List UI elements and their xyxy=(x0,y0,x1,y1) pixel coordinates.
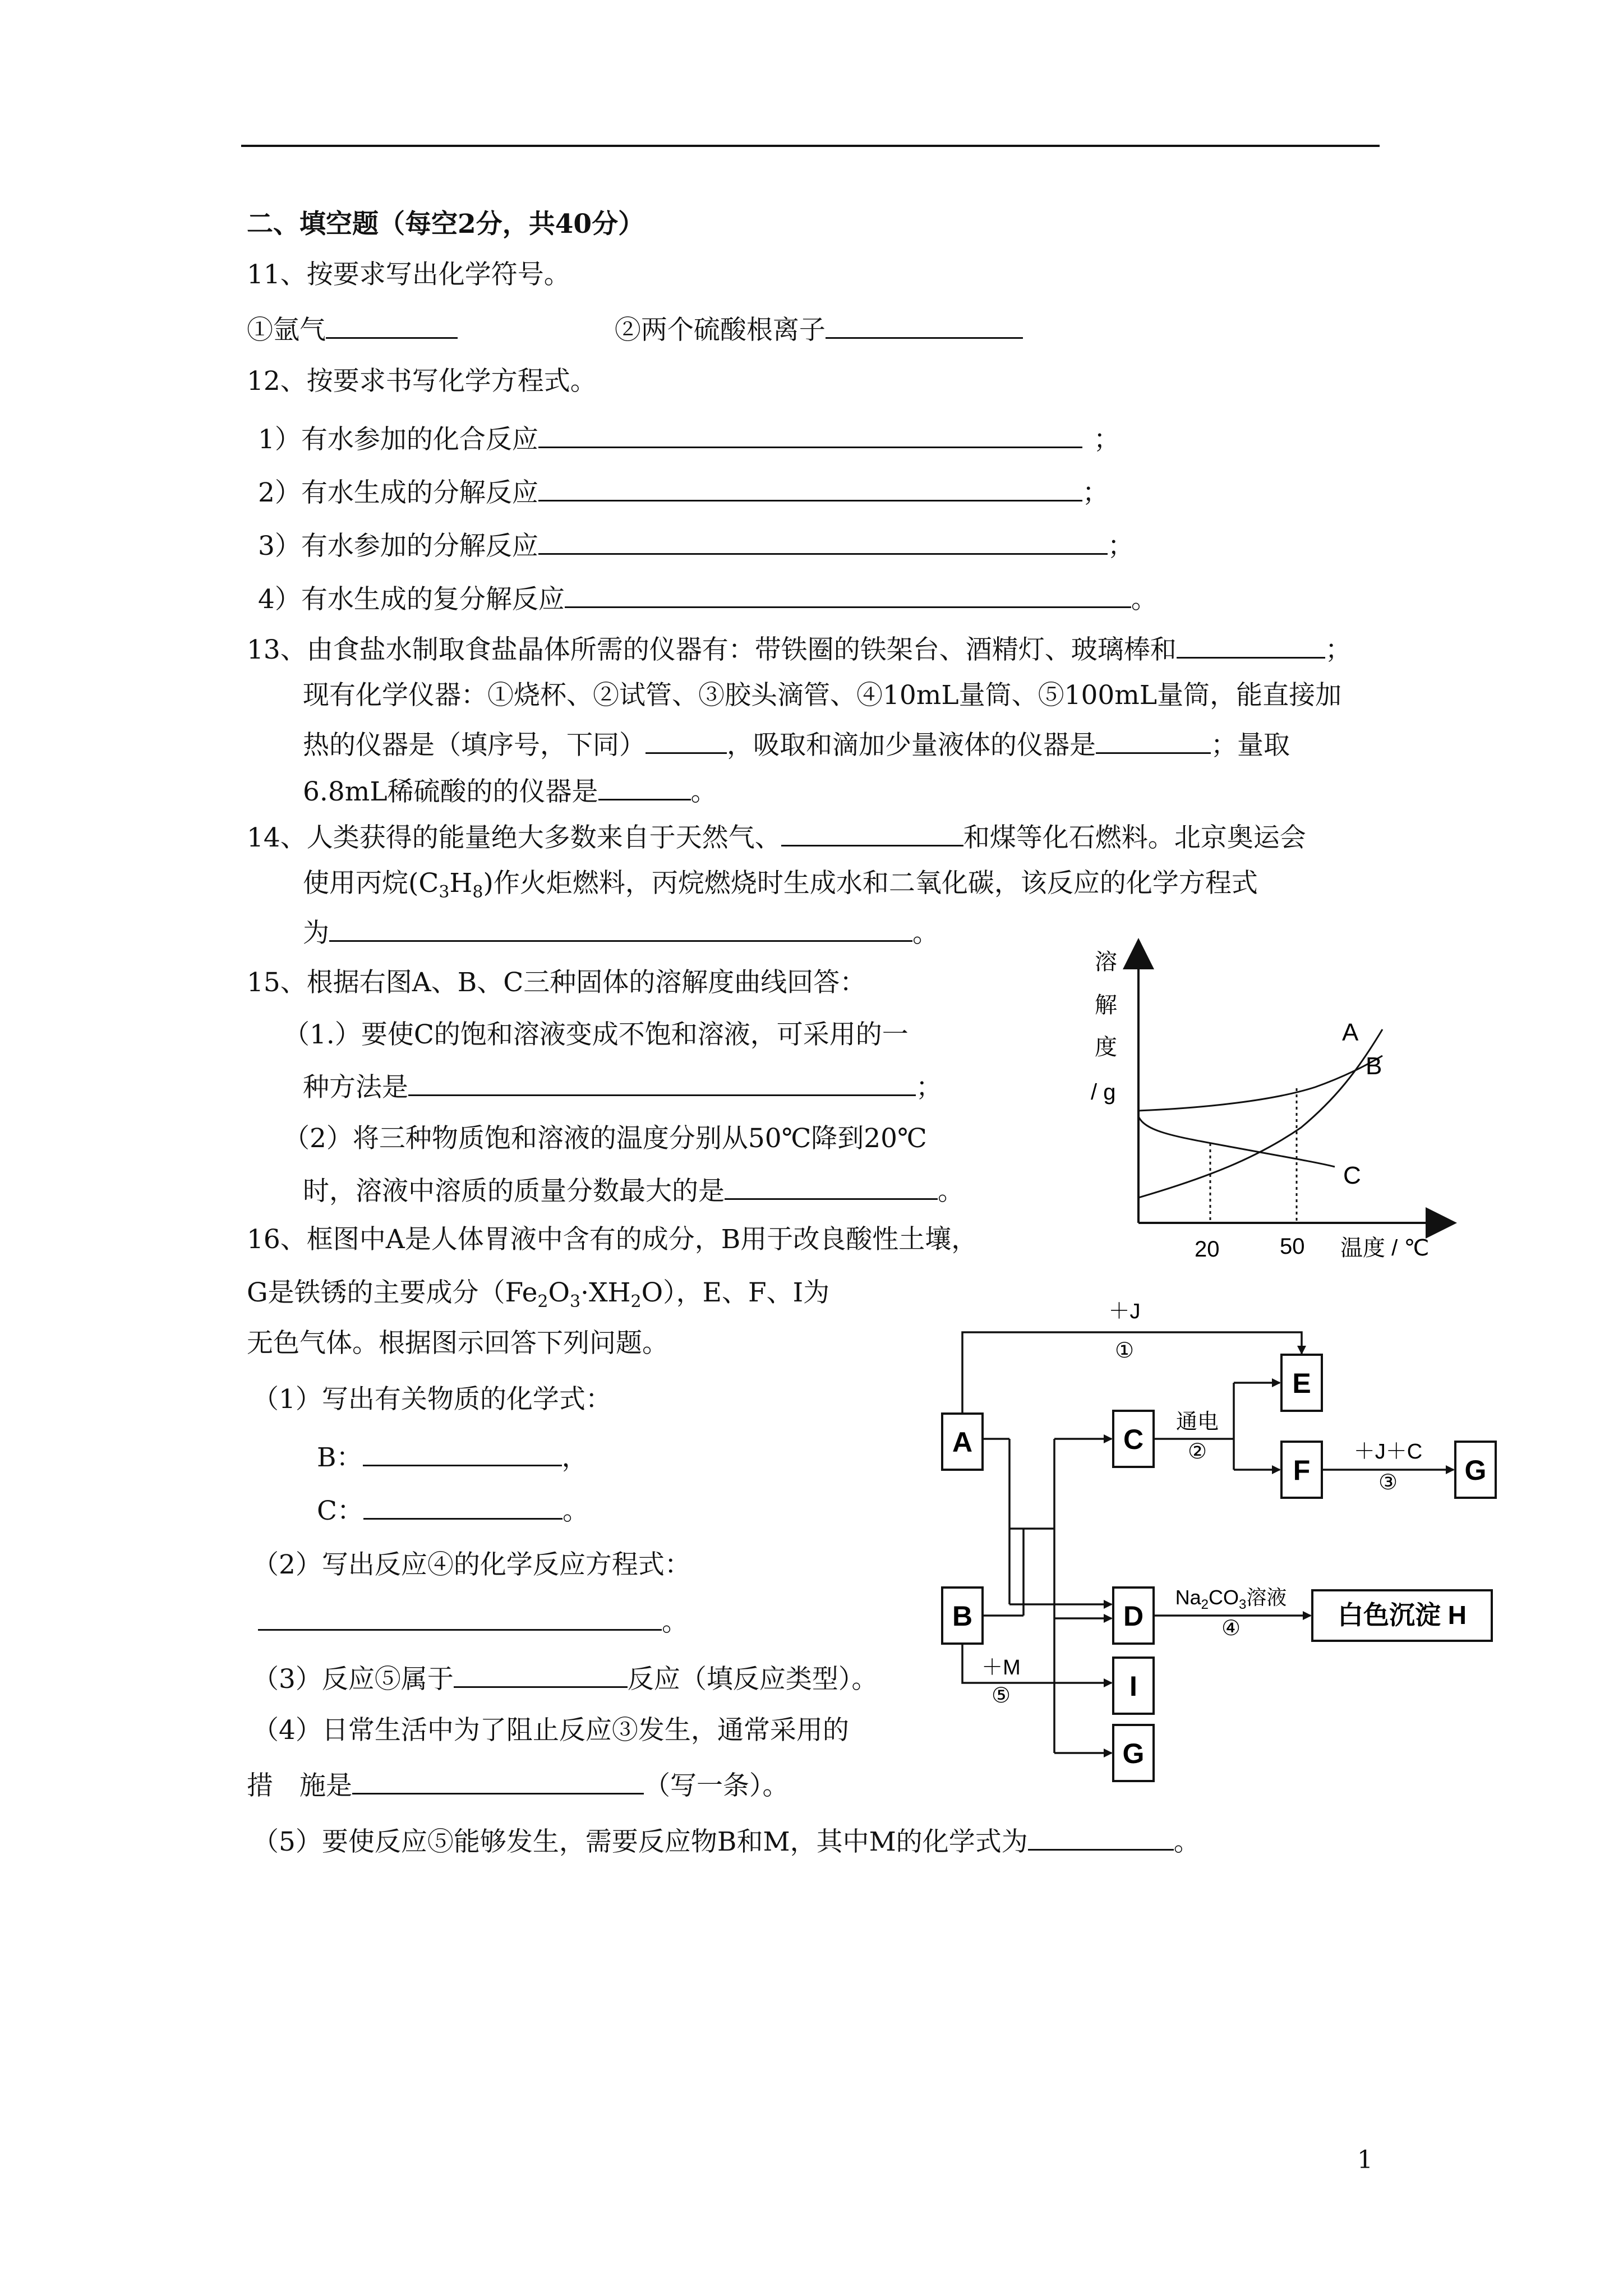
q13-line4: 6.8mL稀硫酸的的仪器是 。 xyxy=(303,773,717,809)
q12-item-3: 3）有水参加的分解反应 ； xyxy=(258,527,1134,563)
q16-p1-b: B： ， xyxy=(317,1439,588,1475)
node-e-label: E xyxy=(1292,1368,1311,1399)
q11-items xyxy=(247,311,1023,347)
q14-line2: 使用丙烷$(C_3H_8)$作火炬燃料，丙烷燃烧时生成水和二氧化碳，该反应的化学方程式 xyxy=(303,868,1258,902)
q15-blank1[interactable] xyxy=(408,1069,916,1096)
q12-blank-4[interactable] xyxy=(565,581,1131,608)
q13-blank2[interactable] xyxy=(645,726,727,754)
q16-stem3: 无色气体。根据图示回答下列问题。 xyxy=(247,1328,668,1359)
label-plus-j: ＋J xyxy=(1108,1300,1141,1323)
q16-p3: （3）反应⑤属于 反应（填反应类型）。 xyxy=(252,1660,878,1696)
q12-item-4: 4）有水生成的复分解反应 。 xyxy=(258,581,1158,616)
q12-item-1: 1）有水参加的化合反应 ； xyxy=(258,421,1120,457)
q13-line1: 13、由食盐水制取食盐晶体所需的仪器有：带铁圈的铁架台、酒精灯、玻璃棒和 ； xyxy=(247,631,1352,667)
node-i-label: I xyxy=(1129,1671,1137,1702)
label-circle-1: ① xyxy=(1114,1339,1135,1363)
q11-stem: 11、按要求写出化学符号。 xyxy=(247,259,570,290)
q14-line3: 为 。 xyxy=(303,914,939,950)
q11-blank2[interactable] xyxy=(826,311,1023,339)
x-tick-50: 50 xyxy=(1280,1234,1305,1259)
solubility-chart xyxy=(1060,937,1475,1268)
q16-blank-5[interactable] xyxy=(1028,1823,1174,1851)
q16-blank-3[interactable] xyxy=(454,1660,628,1688)
q13-line3: 热的仪器是（填序号，下同） ，吸取和滴加少量液体的仪器是 ；量取 xyxy=(303,726,1290,762)
node-a-label: A xyxy=(952,1427,973,1458)
q15-stem: 15、根据右图A、B、C三种固体的溶解度曲线回答： xyxy=(247,967,866,998)
label-tongdian: 通电 xyxy=(1175,1410,1219,1434)
q15-p2b: 时，溶液中溶质的质量分数最大的是 。 xyxy=(303,1172,964,1208)
q12-blank-2[interactable] xyxy=(538,474,1082,501)
q11-item1: ①氩气 xyxy=(247,315,326,346)
label-circle-4: ④ xyxy=(1221,1617,1241,1640)
q13-blank3[interactable] xyxy=(1096,726,1211,754)
x-axis-label: 温度 / ℃ xyxy=(1340,1236,1430,1260)
q16-p1-c: C： 。 xyxy=(317,1492,589,1528)
q16-p4b: 措 施是 （写一条）。 xyxy=(247,1767,789,1803)
q16-p1: （1）写出有关物质的化学式： xyxy=(252,1384,612,1415)
q16-p4a: （4）日常生活中为了阻止反应③发生，通常采用的 xyxy=(252,1715,849,1746)
q16-stem2: G是铁锈的主要成分$(Fe_2O_3\cdot XH_2O)$，E、F、I为 xyxy=(247,1277,830,1312)
q14-blank2[interactable] xyxy=(329,914,912,942)
node-f-label: F xyxy=(1293,1455,1311,1486)
q12-item-2: 2）有水生成的分解反应 ； xyxy=(258,474,1109,510)
q16-p2: （2）写出反应④的化学反应方程式： xyxy=(252,1549,691,1580)
q13-blank1[interactable] xyxy=(1177,631,1325,659)
q11-blank1[interactable] xyxy=(326,311,458,339)
q16-p2-answer: 。 xyxy=(258,1603,688,1639)
label-circle-5: ⑤ xyxy=(991,1684,1011,1708)
label-circle-3: ③ xyxy=(1378,1471,1398,1494)
series-label-a: A xyxy=(1342,1019,1359,1046)
q13-line2: 现有化学仪器：①烧杯、②试管、③胶头滴管、④10mL量筒、⑤100mL量筒，能直接加 xyxy=(303,680,1342,711)
node-b-label: B xyxy=(952,1600,973,1632)
q15-p1b: 种方法是 ； xyxy=(303,1069,942,1105)
result-box-label: 白色沉淀 H xyxy=(1338,1600,1467,1630)
page-number: 1 xyxy=(1357,2146,1373,2174)
label-plus-j-c: ＋J＋C xyxy=(1353,1440,1423,1464)
q15-blank2[interactable] xyxy=(725,1172,938,1200)
q12-blank-1[interactable] xyxy=(538,421,1082,448)
y-label-3: 度 xyxy=(1095,1035,1117,1060)
q15-p1a: （1.）要使C的饱和溶液变成不饱和溶液，可采用的一 xyxy=(283,1019,909,1050)
header-rule xyxy=(241,145,1380,147)
q12-blank-3[interactable] xyxy=(538,527,1108,555)
q16-blank-b[interactable] xyxy=(363,1439,562,1466)
label-na2co3: $Na_2CO_3$溶液 xyxy=(1175,1586,1287,1612)
y-label-2: 解 xyxy=(1095,993,1117,1018)
label-circle-2: ② xyxy=(1187,1440,1207,1464)
q16-p5: （5）要使反应⑤能够发生，需要反应物B和M，其中M的化学式为 。 xyxy=(252,1823,1200,1859)
section-title: 二、填空题（每空2分，共40分） xyxy=(247,209,645,240)
node-g-top-label: G xyxy=(1464,1455,1487,1486)
q11-item2: ②两个硫酸根离子 xyxy=(614,315,826,346)
x-tick-20: 20 xyxy=(1195,1237,1220,1262)
flow-diagram xyxy=(931,1296,1514,1789)
q12-stem: 12、按要求书写化学方程式。 xyxy=(247,366,597,397)
node-g-bottom-label: G xyxy=(1122,1738,1145,1769)
y-label-1: 溶 xyxy=(1095,950,1117,974)
q15-p2a: （2）将三种物质饱和溶液的温度分别从50℃降到20℃ xyxy=(283,1123,927,1154)
series-label-b: B xyxy=(1366,1052,1382,1080)
q13-blank4[interactable] xyxy=(598,773,691,800)
node-c-label: C xyxy=(1123,1424,1144,1455)
q16-blank-4[interactable] xyxy=(352,1767,644,1795)
label-plus-m: ＋M xyxy=(981,1656,1021,1680)
q16-blank-c[interactable] xyxy=(363,1492,562,1520)
node-d-label: D xyxy=(1123,1600,1144,1632)
q14-blank1[interactable] xyxy=(781,819,963,846)
q16-blank-2[interactable] xyxy=(258,1603,662,1631)
q14-line1: 14、人类获得的能量绝大多数来自于天然气、 和煤等化石燃料。北京奥运会 xyxy=(247,819,1306,855)
series-label-c: C xyxy=(1343,1162,1361,1189)
y-label-4: / g xyxy=(1091,1080,1116,1105)
q16-stem1: 16、框图中A是人体胃液中含有的成分，B用于改良酸性土壤， xyxy=(247,1224,978,1255)
